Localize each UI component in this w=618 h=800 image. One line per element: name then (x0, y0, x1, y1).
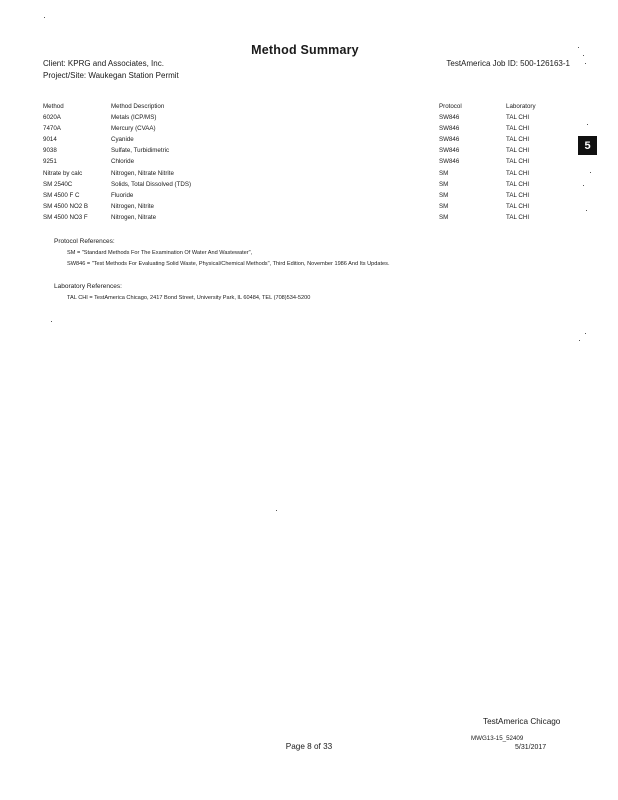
protocol-cell: SW846 (439, 136, 460, 143)
laboratory-cell: TAL CHI (506, 192, 530, 199)
protocol-cell: SW846 (439, 158, 460, 165)
description-cell: Fluoride (111, 192, 134, 199)
scan-speck (590, 172, 591, 173)
scan-speck (585, 333, 586, 334)
footer-date: 5/31/2017 (515, 744, 547, 751)
laboratory-cell: TAL CHI (506, 158, 530, 165)
scan-speck (276, 510, 277, 511)
scan-speck (51, 321, 52, 322)
section-tab: 5 (578, 136, 597, 155)
protocol-cell: SM (439, 192, 449, 199)
method-cell: 9038 (43, 147, 57, 154)
scan-speck (583, 55, 584, 56)
protocol-cell: SM (439, 181, 449, 188)
protocol-cell: SW846 (439, 114, 460, 121)
laboratory-cell: TAL CHI (506, 181, 530, 188)
method-cell: SM 4500 NO2 B (43, 203, 89, 210)
laboratory-cell: TAL CHI (506, 136, 530, 143)
description-cell: Solids, Total Dissolved (TDS) (111, 181, 192, 188)
method-cell: SM 2540C (43, 181, 73, 188)
method-cell: Nitrate by calc (43, 170, 83, 177)
description-cell: Chloride (111, 158, 135, 165)
scan-speck (579, 340, 580, 341)
description-cell: Nitrogen, Nitrate Nitrite (111, 170, 174, 177)
protocol-reference-sw846: SW846 = "Test Methods For Evaluating Solid Waste, Physical/Chemical Methods", Third Edition, November 1986 And Its Updates. (67, 261, 390, 267)
column-header-description: Method Description (111, 103, 165, 110)
laboratory-cell: TAL CHI (506, 203, 530, 210)
page-title: Method Summary (251, 43, 359, 57)
protocol-reference-sm: SM = "Standard Methods For The Examination Of Water And Wastewater", (67, 250, 253, 256)
description-cell: Nitrogen, Nitrate (111, 214, 157, 221)
scan-speck (586, 210, 587, 211)
method-cell: SM 4500 F C (43, 192, 80, 199)
scan-speck (578, 47, 579, 48)
laboratory-cell: TAL CHI (506, 147, 530, 154)
laboratory-cell: TAL CHI (506, 114, 530, 121)
description-cell: Nitrogen, Nitrite (111, 203, 154, 210)
protocol-cell: SM (439, 170, 449, 177)
protocol-cell: SW846 (439, 147, 460, 154)
footer-company: TestAmerica Chicago (483, 717, 561, 726)
description-cell: Metals (ICP/MS) (111, 114, 157, 121)
description-cell: Mercury (CVAA) (111, 125, 156, 132)
method-cell: 7470A (43, 125, 61, 132)
method-cell: 9251 (43, 158, 57, 165)
client-name: Client: KPRG and Associates, Inc. (43, 59, 164, 68)
laboratory-cell: TAL CHI (506, 214, 530, 221)
description-cell: Sulfate, Turbidimetric (111, 147, 170, 154)
protocol-cell: SM (439, 203, 449, 210)
page-number: Page 8 of 33 (285, 742, 333, 751)
column-header-laboratory: Laboratory (506, 103, 536, 110)
description-cell: Cyanide (111, 136, 134, 143)
footer-document-code: MWG13-15_52409 (471, 735, 524, 742)
method-cell: 6020A (43, 114, 61, 121)
laboratory-references-label: Laboratory References: (54, 283, 122, 290)
scan-speck (44, 17, 45, 18)
scan-speck (583, 185, 584, 186)
laboratory-cell: TAL CHI (506, 170, 530, 177)
column-header-method: Method (43, 103, 64, 110)
job-id: TestAmerica Job ID: 500-126163-1 (446, 59, 570, 68)
protocol-cell: SM (439, 214, 449, 221)
column-header-protocol: Protocol (439, 103, 462, 110)
scan-speck (587, 124, 588, 125)
project-site: Project/Site: Waukegan Station Permit (43, 71, 179, 80)
laboratory-cell: TAL CHI (506, 125, 530, 132)
protocol-references-label: Protocol References: (54, 238, 115, 245)
laboratory-reference-tal-chi: TAL CHI = TestAmerica Chicago, 2417 Bond Street, University Park, IL 60484, TEL (708)534-5200 (67, 295, 311, 301)
method-cell: 9014 (43, 136, 57, 143)
scan-speck (585, 63, 586, 64)
protocol-cell: SW846 (439, 125, 460, 132)
method-cell: SM 4500 NO3 F (43, 214, 88, 221)
